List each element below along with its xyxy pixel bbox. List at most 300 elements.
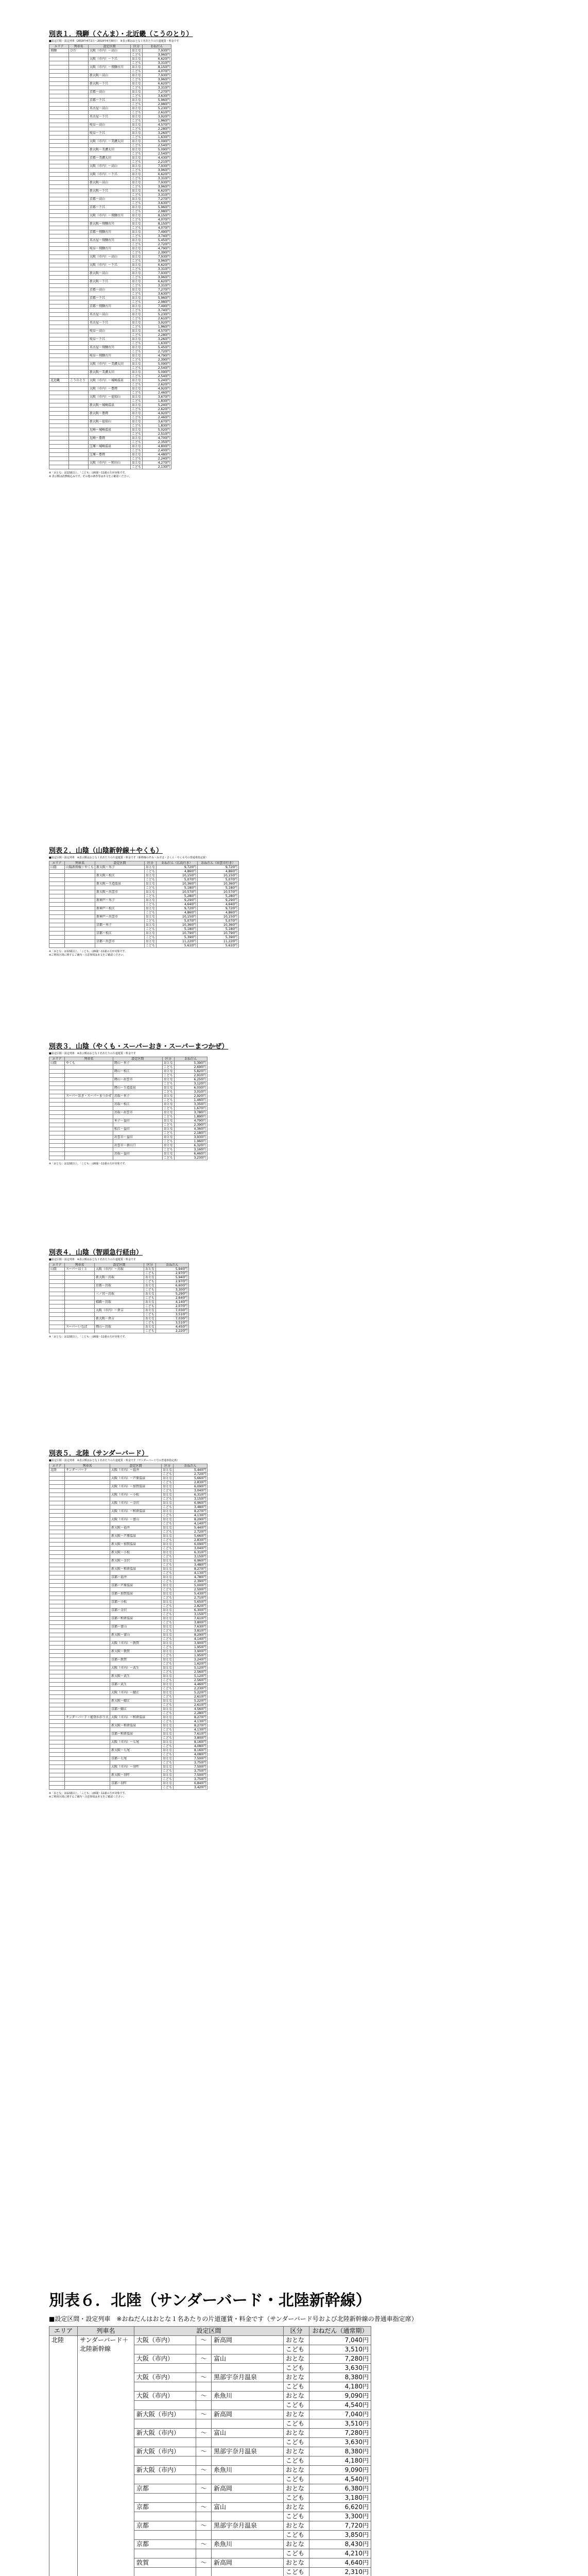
fare-cell: 3,510円 bbox=[309, 2345, 371, 2354]
table-cell: おとな bbox=[162, 1650, 174, 1654]
table-row bbox=[49, 140, 171, 144]
fare-table-3 bbox=[49, 1057, 207, 1160]
fare-cell: 7,280円 bbox=[309, 2354, 371, 2364]
table-cell bbox=[49, 144, 69, 148]
table-cell bbox=[49, 292, 69, 296]
table-row bbox=[49, 412, 171, 416]
fare-cell: 1,950円 bbox=[174, 1654, 207, 1658]
table-cell bbox=[69, 428, 89, 432]
fare-cell: 9,720円 bbox=[198, 866, 239, 870]
fare-class: こども bbox=[284, 2419, 309, 2429]
table-row bbox=[49, 1313, 189, 1317]
table-cell bbox=[69, 440, 89, 445]
table-cell bbox=[89, 111, 131, 115]
table-row bbox=[49, 1543, 207, 1547]
table-row bbox=[49, 1123, 207, 1127]
table-cell bbox=[49, 206, 69, 210]
table-cell: こども bbox=[162, 1703, 174, 1707]
table-cell: こども bbox=[131, 160, 143, 164]
column-header: 設定区間 bbox=[95, 1263, 144, 1267]
table-cell bbox=[110, 1761, 162, 1765]
table-cell bbox=[65, 1646, 110, 1650]
fare-cell: 4,790円 bbox=[143, 247, 171, 251]
range-separator: ～ bbox=[196, 2392, 212, 2401]
table-row bbox=[49, 1522, 207, 1526]
fare-cell: 1,890円 bbox=[174, 1115, 207, 1119]
table-cell bbox=[49, 1152, 65, 1156]
table-cell: おとな bbox=[131, 453, 143, 457]
table-cell bbox=[65, 1740, 110, 1744]
area-cell: 北陸 bbox=[49, 2336, 78, 2576]
table-cell bbox=[65, 1280, 95, 1284]
table-3-footnote bbox=[49, 1162, 228, 1166]
table-cell: おとな bbox=[131, 197, 143, 201]
table-row bbox=[49, 1596, 207, 1600]
table-cell bbox=[69, 140, 89, 144]
table-cell bbox=[49, 1707, 65, 1711]
fare-cell: 2,500円 bbox=[174, 1588, 207, 1592]
table-cell: 新大阪～高山 bbox=[89, 74, 131, 78]
fare-cell: 5,230円 bbox=[143, 313, 171, 317]
table-cell bbox=[49, 1538, 65, 1543]
fare-class: おとな bbox=[284, 2354, 309, 2364]
table-row bbox=[49, 70, 171, 74]
table-cell bbox=[49, 919, 65, 923]
fare-cell: 3,900円 bbox=[174, 1641, 207, 1646]
table-cell bbox=[89, 185, 131, 189]
table-cell bbox=[65, 1625, 110, 1629]
fare-cell: 8,430円 bbox=[309, 2540, 371, 2549]
fare-cell: 3,850円 bbox=[309, 2531, 371, 2540]
table-cell bbox=[49, 234, 69, 239]
table-cell bbox=[110, 1505, 162, 1510]
table-cell bbox=[49, 160, 69, 164]
table-cell: こども bbox=[131, 449, 143, 453]
table-cell bbox=[110, 1481, 162, 1485]
table-cell: 新大阪～芦原温泉 bbox=[110, 1534, 162, 1538]
table-row bbox=[49, 1530, 207, 1534]
fare-cell: 2,970円 bbox=[156, 1280, 189, 1284]
table-row bbox=[49, 923, 239, 927]
table-cell: こども bbox=[145, 903, 157, 907]
fare-cell: 2,510円 bbox=[143, 432, 171, 436]
table-row bbox=[49, 1325, 189, 1329]
fare-class: おとな bbox=[284, 2336, 309, 2345]
table-row bbox=[49, 1538, 207, 1543]
table-cell: おとな bbox=[162, 1757, 174, 1761]
column-header: エリア bbox=[49, 1263, 65, 1267]
fare-cell: 2,070円 bbox=[156, 1304, 189, 1309]
table-cell bbox=[69, 276, 89, 280]
table-cell: おとな bbox=[131, 337, 143, 342]
table-cell: おとな bbox=[162, 1567, 174, 1571]
column-header: おねだん（広島行き） bbox=[157, 861, 198, 866]
fare-cell: 4,570円 bbox=[143, 329, 171, 333]
table-row bbox=[49, 890, 239, 894]
table-row bbox=[49, 259, 171, 263]
fare-cell: 4,860円 bbox=[157, 911, 198, 915]
table-cell bbox=[49, 1065, 65, 1070]
table-cell bbox=[49, 1098, 65, 1103]
table-cell bbox=[49, 1641, 65, 1646]
table-cell bbox=[49, 1777, 65, 1782]
table-cell bbox=[69, 185, 89, 189]
to-station bbox=[212, 2531, 284, 2540]
table-row bbox=[49, 1711, 207, 1716]
fare-cell: 8,380円 bbox=[309, 2447, 371, 2456]
table-cell: 名古屋～下呂 bbox=[89, 321, 131, 325]
fare-cell: 6,030円 bbox=[174, 1086, 207, 1090]
table-cell bbox=[65, 1119, 113, 1123]
fare-class: おとな bbox=[284, 2521, 309, 2531]
fare-cell: 6,300円 bbox=[174, 1608, 207, 1613]
table-cell bbox=[49, 1534, 65, 1538]
table-row bbox=[49, 379, 171, 383]
table-cell bbox=[69, 86, 89, 90]
table-cell bbox=[89, 234, 131, 239]
table-cell: 鳥取～出雲市 bbox=[113, 1111, 162, 1115]
table-row bbox=[49, 65, 171, 70]
table-cell bbox=[89, 78, 131, 82]
table-cell: 山陽新幹線＋やくも bbox=[65, 866, 95, 870]
table-cell bbox=[49, 1288, 65, 1292]
table-cell bbox=[49, 461, 69, 465]
table-cell: こども bbox=[162, 1646, 174, 1650]
table-cell: ひだ bbox=[69, 49, 89, 53]
table-cell: こども bbox=[162, 1580, 174, 1584]
fare-cell: 7,280円 bbox=[309, 2429, 371, 2438]
fare-cell: 10,570円 bbox=[198, 890, 239, 894]
table-cell: こども bbox=[162, 1074, 174, 1078]
table-row bbox=[49, 894, 239, 899]
table-cell: こども bbox=[131, 152, 143, 156]
table-cell bbox=[89, 160, 131, 164]
table-cell: 京都～下呂 bbox=[89, 296, 131, 300]
table-cell bbox=[65, 1728, 110, 1732]
table-row bbox=[49, 1683, 207, 1687]
table-cell bbox=[49, 366, 69, 370]
table-cell bbox=[113, 1074, 162, 1078]
column-header: おねだん bbox=[143, 45, 171, 49]
to-station: 糸魚川 bbox=[212, 2392, 284, 2401]
table-cell bbox=[65, 886, 95, 890]
table-cell bbox=[110, 1555, 162, 1559]
table-cell bbox=[69, 354, 89, 358]
table-cell bbox=[89, 61, 131, 65]
table-row bbox=[49, 1493, 207, 1497]
table-cell bbox=[49, 1300, 65, 1304]
table-cell bbox=[49, 1625, 65, 1629]
table-cell: こども bbox=[144, 1313, 156, 1317]
column-header: エリア bbox=[49, 45, 69, 49]
header-row bbox=[49, 861, 239, 866]
table-cell: こども bbox=[131, 366, 143, 370]
table-row bbox=[49, 1707, 207, 1711]
table-5-title: 別表５．北陸（サンダーバード） bbox=[49, 1450, 149, 1458]
table-cell bbox=[49, 1691, 65, 1695]
fare-cell: 6,310円 bbox=[174, 1493, 207, 1497]
table-row bbox=[49, 1555, 207, 1559]
table-cell bbox=[95, 944, 145, 948]
table-cell bbox=[110, 1621, 162, 1625]
table-cell bbox=[69, 408, 89, 412]
table-cell: 新大阪～富山 bbox=[110, 1633, 162, 1637]
table-cell: おとな bbox=[162, 1127, 174, 1131]
section-table-1 bbox=[49, 28, 193, 479]
fare-cell: 7,490円 bbox=[143, 304, 171, 309]
table-cell bbox=[65, 1304, 95, 1309]
table-cell: こども bbox=[131, 111, 143, 115]
fare-cell: 2,560円 bbox=[174, 1670, 207, 1674]
fare-cell: 4,860円 bbox=[157, 870, 198, 874]
table-cell: 新大阪～鯖江 bbox=[110, 1699, 162, 1703]
table-cell bbox=[65, 1786, 110, 1790]
table-cell bbox=[89, 144, 131, 148]
table-cell bbox=[69, 197, 89, 201]
range-separator: ～ bbox=[196, 2558, 212, 2568]
table-cell bbox=[69, 280, 89, 284]
table-cell bbox=[49, 1543, 65, 1547]
fare-cell: 4,790円 bbox=[143, 354, 171, 358]
table-cell bbox=[69, 403, 89, 408]
table-row bbox=[49, 214, 171, 218]
table-cell: 京都～出雲市 bbox=[95, 940, 145, 944]
table-cell bbox=[65, 1156, 113, 1160]
table-row bbox=[49, 1304, 189, 1309]
table-cell: 大阪（市内）～高山 bbox=[89, 255, 131, 259]
table-cell bbox=[69, 350, 89, 354]
table-row bbox=[49, 1670, 207, 1674]
table-row bbox=[49, 878, 239, 882]
table-cell bbox=[49, 1505, 65, 1510]
table-cell bbox=[65, 1703, 110, 1707]
table-row bbox=[49, 1140, 207, 1144]
table-cell: こども bbox=[131, 94, 143, 98]
table-cell bbox=[89, 457, 131, 461]
fare-cell: 5,820円 bbox=[174, 1070, 207, 1074]
table-cell bbox=[49, 185, 69, 189]
table-cell: おとな bbox=[131, 107, 143, 111]
fare-cell: 3,900円 bbox=[174, 1650, 207, 1654]
table-row bbox=[49, 1724, 207, 1728]
table-cell bbox=[49, 1078, 65, 1082]
table-cell bbox=[49, 210, 69, 214]
table-cell: こども bbox=[131, 292, 143, 296]
table-cell bbox=[69, 164, 89, 168]
table-cell: やくも bbox=[65, 1061, 113, 1065]
fare-cell: 3,670円 bbox=[143, 395, 171, 399]
section-table-3 bbox=[49, 1041, 228, 1166]
table-cell bbox=[89, 317, 131, 321]
fare-cell: 3,300円 bbox=[309, 2512, 371, 2521]
fare-cell: 2,720円 bbox=[143, 243, 171, 247]
table-row bbox=[49, 181, 171, 185]
table-cell bbox=[49, 420, 69, 424]
table-cell: こども bbox=[131, 383, 143, 387]
footnote-line: ※「おとな」は12歳以上、「こども」は6歳～11歳の方が対象です。 bbox=[49, 1162, 128, 1165]
table-cell bbox=[69, 424, 89, 428]
table-cell bbox=[49, 1136, 65, 1140]
table-cell bbox=[49, 329, 69, 333]
table-cell: こども bbox=[131, 342, 143, 346]
table-cell bbox=[89, 424, 131, 428]
table-cell bbox=[49, 218, 69, 222]
table-cell bbox=[65, 1090, 113, 1094]
to-station: 黒部宇奈月温泉 bbox=[212, 2447, 284, 2456]
table-cell: こども bbox=[131, 210, 143, 214]
table-cell: 新大阪～敦賀 bbox=[110, 1650, 162, 1654]
table-cell: 大阪（市内）～美濃太田 bbox=[89, 362, 131, 366]
table-cell bbox=[69, 461, 89, 465]
range-separator bbox=[196, 2401, 212, 2410]
table-cell: 新大阪～美濃太田 bbox=[89, 148, 131, 152]
table-cell: おとな bbox=[162, 1070, 174, 1074]
table-cell: おとな bbox=[162, 1477, 174, 1481]
table-cell: 新大阪～高山 bbox=[89, 181, 131, 185]
fare-table-6 bbox=[49, 2326, 371, 2576]
table-cell: こども bbox=[131, 440, 143, 445]
table-cell: おとな bbox=[145, 907, 157, 911]
fare-cell: 8,270円 bbox=[174, 1716, 207, 1720]
table-cell: おとな bbox=[162, 1584, 174, 1588]
table-cell bbox=[110, 1571, 162, 1575]
table-cell bbox=[89, 86, 131, 90]
table-cell bbox=[65, 1288, 95, 1292]
table-cell: おとな bbox=[131, 239, 143, 243]
table-cell bbox=[69, 127, 89, 131]
table-cell bbox=[65, 1543, 110, 1547]
table-cell bbox=[65, 1687, 110, 1691]
table-cell bbox=[65, 1749, 110, 1753]
fare-cell: 3,010円 bbox=[174, 1090, 207, 1094]
fare-class: こども bbox=[284, 2438, 309, 2447]
from-station bbox=[134, 2549, 196, 2558]
fare-class: こども bbox=[284, 2512, 309, 2521]
fare-cell: 4,130円 bbox=[174, 1728, 207, 1732]
to-station: 富山 bbox=[212, 2429, 284, 2438]
table-cell bbox=[49, 1563, 65, 1567]
table-row bbox=[49, 370, 171, 375]
table-4-title: 別表４．山陰（智頭急行経由） bbox=[49, 1249, 143, 1257]
table-row bbox=[49, 465, 171, 469]
column-header: 設定区間 bbox=[95, 861, 145, 866]
fare-cell: 4,070円 bbox=[143, 70, 171, 74]
table-cell: おとな bbox=[131, 189, 143, 193]
range-separator bbox=[196, 2475, 212, 2484]
table-cell: おとな bbox=[145, 931, 157, 936]
fare-cell: 6,620円 bbox=[143, 57, 171, 61]
table-cell bbox=[49, 1604, 65, 1608]
table-cell: おとな bbox=[131, 140, 143, 144]
table-cell: こども bbox=[162, 1736, 174, 1740]
table-cell bbox=[65, 903, 95, 907]
table-cell: こども bbox=[144, 1321, 156, 1325]
table-cell: こども bbox=[131, 201, 143, 206]
table-cell bbox=[65, 1481, 110, 1485]
table-cell bbox=[65, 1707, 110, 1711]
fare-cell: 10,360円 bbox=[198, 923, 239, 927]
fare-cell: 7,610円 bbox=[174, 1732, 207, 1736]
fare-class: おとな bbox=[284, 2503, 309, 2512]
table-row bbox=[49, 1654, 207, 1658]
table-cell bbox=[89, 342, 131, 346]
table-cell: おとな bbox=[131, 428, 143, 432]
table-cell bbox=[49, 148, 69, 152]
fare-cell: 5,180円 bbox=[157, 886, 198, 890]
table-cell: 山陰 bbox=[49, 866, 65, 870]
table-row bbox=[49, 1136, 207, 1140]
table-cell bbox=[113, 1131, 162, 1136]
table-cell bbox=[65, 882, 95, 886]
table-cell bbox=[95, 894, 145, 899]
table-row bbox=[49, 1115, 207, 1119]
table-row bbox=[49, 1571, 207, 1575]
table-cell: 三ノ宮～鳥取 bbox=[95, 1292, 144, 1296]
table-cell bbox=[89, 449, 131, 453]
table-cell bbox=[65, 1086, 113, 1090]
fare-cell: 4,860円 bbox=[198, 870, 239, 874]
to-station bbox=[212, 2382, 284, 2392]
fare-cell: 6,960円 bbox=[174, 1559, 207, 1563]
table-cell bbox=[49, 189, 69, 193]
table-cell: こども bbox=[131, 119, 143, 123]
table-cell bbox=[89, 119, 131, 123]
table-cell: おとな bbox=[131, 288, 143, 292]
table-cell: おとな bbox=[131, 90, 143, 94]
table-row bbox=[49, 1534, 207, 1538]
table-cell bbox=[69, 90, 89, 94]
table-cell: おとな bbox=[131, 263, 143, 267]
section-table-4 bbox=[49, 1247, 189, 1339]
table-cell bbox=[49, 1526, 65, 1530]
table-cell bbox=[49, 119, 69, 123]
table-cell bbox=[110, 1736, 162, 1740]
table-cell bbox=[110, 1777, 162, 1782]
fare-cell: 5,290円 bbox=[156, 1292, 189, 1296]
table-cell: 新大阪～玉造温泉 bbox=[95, 882, 145, 886]
table-cell bbox=[49, 168, 69, 173]
table-cell bbox=[49, 350, 69, 354]
table-row bbox=[49, 436, 171, 440]
table-cell: こども bbox=[131, 127, 143, 131]
fare-cell: 8,380円 bbox=[309, 2373, 371, 2382]
table-row bbox=[49, 98, 171, 103]
table-cell bbox=[49, 1156, 65, 1160]
fare-cell: 5,180円 bbox=[198, 886, 239, 890]
table-cell bbox=[49, 127, 69, 131]
table-cell bbox=[95, 886, 145, 890]
fare-cell: 6,320円 bbox=[174, 1144, 207, 1148]
table-cell bbox=[69, 453, 89, 457]
table-cell: 大阪（市内）～加賀温泉 bbox=[110, 1485, 162, 1489]
table-cell: おとな bbox=[162, 1724, 174, 1728]
column-header: おねだん bbox=[174, 1464, 207, 1468]
table-cell bbox=[69, 148, 89, 152]
table-cell bbox=[65, 1152, 113, 1156]
table-cell bbox=[49, 86, 69, 90]
table-cell: こども bbox=[162, 1761, 174, 1765]
table-row bbox=[49, 1703, 207, 1707]
table-cell bbox=[89, 358, 131, 362]
table-cell bbox=[69, 309, 89, 313]
table-row bbox=[49, 230, 171, 234]
table-row bbox=[49, 1107, 207, 1111]
table-row bbox=[49, 1687, 207, 1691]
table-cell bbox=[49, 1481, 65, 1485]
table-cell bbox=[49, 1679, 65, 1683]
table-cell: こども bbox=[162, 1082, 174, 1086]
table-cell bbox=[69, 206, 89, 210]
